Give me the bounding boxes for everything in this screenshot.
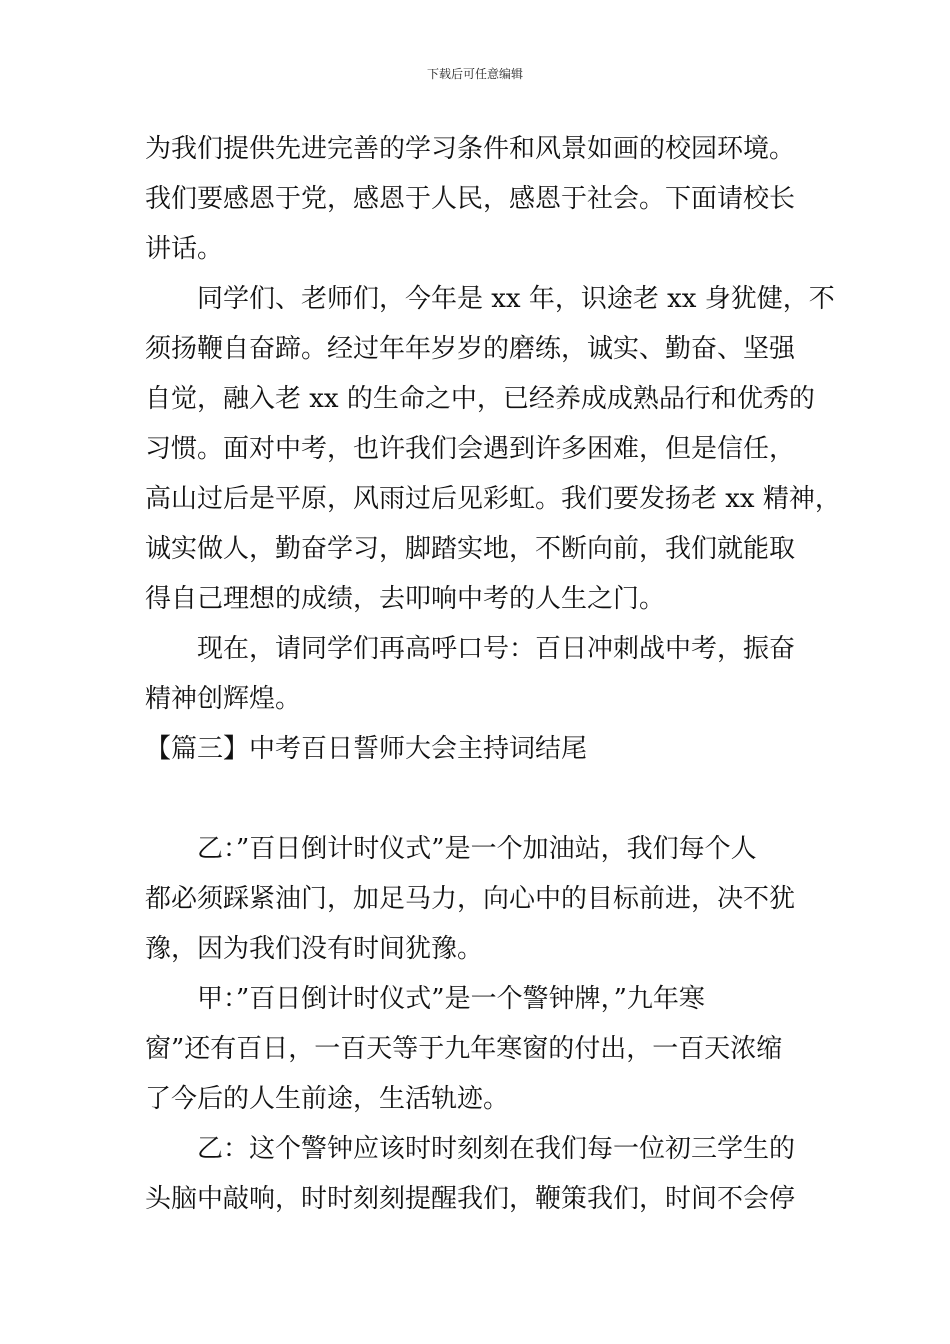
text-line: 诚实做人，勤奋学习，脚踏实地，不断向前，我们就能取 [145,534,796,564]
page-header: 下载后可任意编辑 [426,67,523,81]
text-line: 窗”还有百日，一百天等于九年寒窗的付出，一百天浓缩 [145,1034,783,1064]
text-line: 了今后的人生前途，生活轨迹。 [145,1084,510,1114]
text-line: 豫，因为我们没有时间犹豫。 [145,934,484,964]
text-line: 乙：”百日倒计时仪式”是一个加油站，我们每个人 [197,834,757,864]
document-body [145,124,841,1224]
text-line: 讲话。 [145,234,224,264]
text-line: 现在，请同学们再高呼口号：百日冲刺战中考，振奋 [197,634,796,664]
text-line: 为我们提供先进完善的学习条件和风景如画的校园环境。 [145,134,796,164]
text-line: 头脑中敲响，时时刻刻提醒我们，鞭策我们，时间不会停 [145,1184,796,1214]
text-line: 习惯。面对中考，也许我们会遇到许多困难，但是信任， [145,434,796,464]
text-line: 精神创辉煌。 [145,684,302,714]
text-line: 同学们、老师们，今年是 xx 年，识途老 xx 身犹健，不 [197,284,835,314]
text-line: 须扬鞭自奋蹄。经过年年岁岁的磨练，诚实、勤奋、坚强 [145,334,796,364]
text-line: 都必须踩紧油门，加足马力，向心中的目标前进，决不犹 [145,884,796,914]
text-line: 高山过后是平原，风雨过后见彩虹。我们要发扬老 xx 精神， [145,484,841,514]
blank-line [145,774,835,824]
text-line: 甲：”百日倒计时仪式”是一个警钟牌，”九年寒 [197,984,705,1014]
text-line: 自觉，融入老 xx 的生命之中，已经养成成熟品行和优秀的 [145,384,815,414]
text-line: 乙：这个警钟应该时时刻刻在我们每一位初三学生的 [197,1134,796,1164]
section-heading: 【篇三】中考百日誓师大会主持词结尾 [145,734,588,764]
text-line: 得自己理想的成绩，去叩响中考的人生之门。 [145,584,666,614]
text-line: 我们要感恩于党，感恩于人民，感恩于社会。下面请校长 [145,184,796,214]
